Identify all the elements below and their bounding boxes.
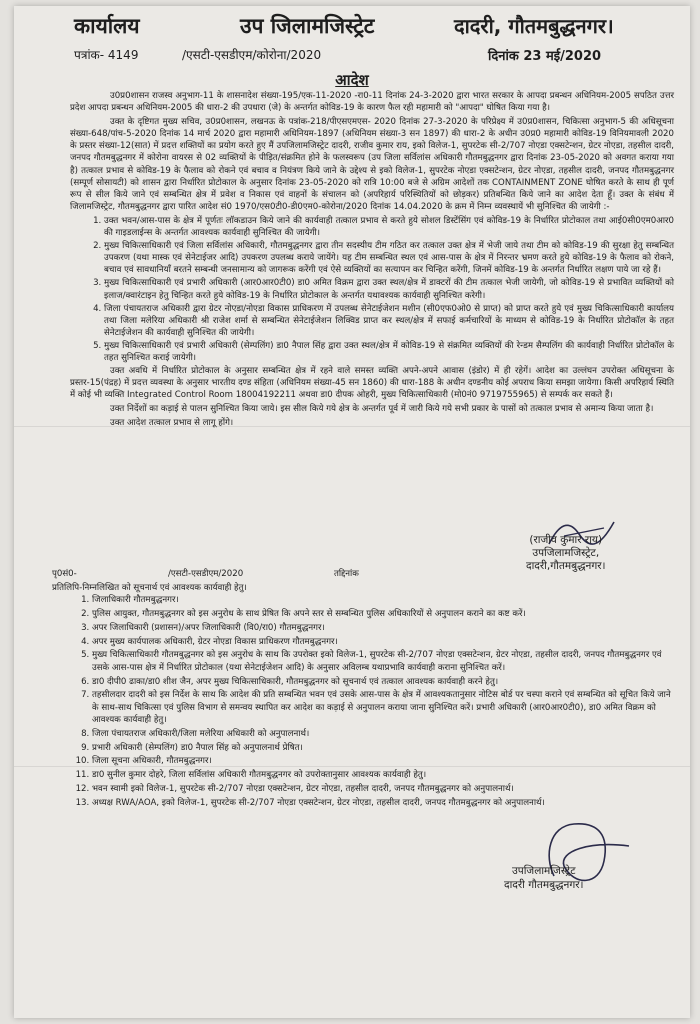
list-item: 10. जिला सूचना अधिकारी, गौतमबुद्धनगर। bbox=[92, 755, 672, 767]
list-item: 3. मुख्य चिकित्साधिकारी एवं प्रभारी अधिकारी (आर0आर0टी0) डा0 अमित विक्रम द्वारा उक्त स्थल/क्षेत्र में डाक्टरों की टीम तत्काल भेजी जायेगी, जो कोविड-19 से प्रभावित व्यक्तियों को इलाज/क्वारंटाइन हेतु चिन्हित करते हुये कोविड-19 के निर्धारित प्रोटोकाल के अन्तर्गत यथावश्यक कार्यवाही सुनिश्चित करेगी। bbox=[104, 277, 674, 301]
letterhead bbox=[14, 6, 690, 68]
copy-date: तद्दिनांक bbox=[334, 569, 359, 579]
list-item: 6. डा0 दीपी0 ढाका/डा0 शीश जैन, अपर मुख्य चिकित्साधिकारी, गौतमबुद्धनगर को सूचनार्थ एवं तत्काल आवश्यक कार्यवाही करने हेतु। bbox=[92, 676, 672, 688]
signatory-designation: उपजिलामजिस्ट्रेट, bbox=[532, 547, 600, 559]
signatory-name: (राजीव कुमार राय) bbox=[529, 534, 603, 546]
sdm-title: उप जिलामजिस्ट्रेट bbox=[240, 14, 375, 38]
order-title: आदेश bbox=[335, 71, 369, 89]
paragraph: उक्त अवधि में निर्धारित प्रोटोकाल के अनुसार सम्बन्धित क्षेत्र में रहने वाले समस्त व्यक्ति अपने-अपने आवास (इंडोर) में ही रहेगें। आदेश का उल्लंघन उपरोक्त अधिसूचना के प्रस्तर-15(पंद्रह) में प्रदत्त व्यवस्था के अनुसार भारतीय दण्ड संहिता (अधिनियम संख्या-45 सन 1860) की धारा-188 के अधीन दण्डनीय कोई अपराध किया समझा जायेगा। किसी अपरिहार्य स्थिति में कोई भी व्यक्ति Integrated Control Room 18004192211 अथवा डा0 दीपक ओहरी, मुख्य चिकित्साधिकारी (मो0नं0 9719755965) से सम्पर्क कर सकते हैं। bbox=[70, 366, 674, 401]
list-item: 11. डा0 सुनील कुमार दोहरे, जिला सर्विलांस अधिकारी गौतमबुद्धनगर को उपरोक्तानुसार आवश्यक कार्यवाही हेतु। bbox=[92, 769, 672, 781]
copy-section bbox=[52, 568, 672, 811]
copy-intro: प्रतिलिपि-निम्नलिखित को सूचनार्थ एवं आवश्यक कार्यवाही हेतु। bbox=[52, 583, 247, 593]
place-title: दादरी, गौतमबुद्धनगर। bbox=[454, 14, 614, 38]
list-item: 1. उक्त भवन/आस-पास के क्षेत्र में पूर्णतः लॉकडाउन किये जाने की कार्यवाही तत्काल प्रभाव से करते हुये सोशल डिस्टेंसिंग एवं कोविड-19 के निर्धारित प्रोटोकाल तथा आई0सी0एम0आर0 की गाइडलाईन्स के अन्तर्गत आवश्यक कार्यवाही सुनिश्चित की जायेगी। bbox=[104, 215, 674, 239]
signatory-place: दादरी,गौतमबुद्धनगर। bbox=[526, 560, 606, 572]
list-item: 1. जिलाधिकारी गौतमबुद्धनगर। bbox=[92, 594, 672, 606]
list-item: 4. जिला पंचायतराज अधिकारी द्वारा ग्रेटर नोएडा/नोएडा विकास प्राधिकरण में उपलब्ध सेनेटाईजेशन मशीन (सी0एफ0ओ0 से प्राप्त) को प्राप्त करते हुये एवं मुख्य चिकित्साधिकारी कार्यालय तथा जिला मलेरिया अधिकारी श्री राजेश शर्मा से सम्बन्धित सेनेटाईजेशन लिक्विड प्राप्त कर स्थल/क्षेत्र में सफाई कर्मचारियों के माध्यम से कोविड-19 के निर्धारित प्रोटोकॉल के तहत सेनेटाईजेशन की कार्यवाही सुनिश्चित की जायेगी। bbox=[104, 303, 674, 339]
paragraph: उक्त के दृष्टिगत मुख्य सचिव, उ0प्र0शासन, लखनऊ के पत्रांक-218/पीएसएमएस- 2020 दिनांक 27-3-2020 के परिप्रेक्ष्य में उ0प्र0शासन, चिकित्सा अनुभाग-5 की अधिसूचना संख्या-648/पांच-5-2020 दिनांक 14 मार्च 2020 द्वारा महामारी अधिनियम-1897 (अधिनियम संख्या-3 सन 1897) की धारा-2 के अधीन उ0प्र0 महामारी कोविड-19 विनियमावली 2020 के प्रस्तर संख्या-12(सात) में प्रदत्त शक्तियों का प्रयोग करते हुए मैं उपजिलामजिस्ट्रेट दादरी, राजीव कुमार राय, इको विलेज-1, सुपरटेक सी-2/707 नोएडा एक्सटेन्शन, ग्रेटर नोएडा, तहसील दादरी, जनपद गौतमबुद्धनगर में कोरोना वायरस से 02 व्यक्तियों के पीड़ित/संक्रमित होने के फलस्वरूप (उप जिला सर्विलांस अधिकारी गौतमबुद्धनगर द्वारा दिनांक 23-05-2020 को अवगत कराया गया है) तत्काल प्रभाव से कोविड-19 के फैलाव को रोकने एवं बचाव व नियंत्रण किये जाने के उद्देश्य से इको विलेज-1, सुपरटेक नोएडा एक्सटेन्शन, ग्रेटर नोएडा, तहसील दादरी, जनपद गौतमबुद्धनगर (सम्पूर्ण सोसायटी) को शासन द्वारा निर्धारित प्रोटोकाल के अनुसार दिनांक 23-05-2020 को रात्रि 10:00 बजे से अग्रिम आदेशों तक CONTAINMENT ZONE घोषित करते के साथ ही पूर्ण रूप से सील किये जाने एवं सम्बन्धित क्षेत्र में प्रवेश व निकास एवं वाहनों के संचालन को (अपरिहार्य परिस्थितियों को छोड़कर) प्रतिबन्धित किये जाने का आदेश देता हूँ। उक्त के संबंध में जिलामजिस्ट्रेट, गौतमबुद्धनगर द्वारा पारित आदेश सं0 1970/एस0टी0-डी0एम0-कोरोना/2020 दिनांक 14.04.2020 के क्रम में निम्न व्यवस्थायें भी सुनिश्चित की जायेगी :- bbox=[70, 117, 674, 212]
directions-list bbox=[70, 215, 674, 364]
signatory-place: दादरी गौतमबुद्धनगर। bbox=[504, 879, 584, 891]
document-page bbox=[14, 6, 690, 1018]
list-item: 7. तहसीलदार दादरी को इस निर्देश के साथ कि आदेश की प्रति सम्बन्धित भवन एवं उसके आस-पास के क्षेत्र में आवश्यकतानुसार नोटिस बोर्ड पर चस्पा कराने एवं सम्बन्धित को सूचित किये जाने के साथ-साथ चिकित्सा एवं पुलिस विभाग से समन्वय स्थापित कर आदेश का कड़ाई से अनुपालन कराया जाना सुनिश्चित करें। प्रभारी अधिकारी (आर0आर0टी0), डा0 अमित विक्रम को आवश्यक कार्यवाही हेतु। bbox=[92, 689, 672, 726]
list-item: 2. मुख्य चिकित्साधिकारी एवं जिला सर्विलांस अधिकारी, गौतमबुद्धनगर द्वारा तीन सदस्यीय टीम गठित कर तत्काल उक्त क्षेत्र में भेजी जाये तथा टीम को कोविड-19 की सुरक्षा हेतु सम्बन्धित उपकरण (यथा मास्क एवं सेनेटाईजर आदि) उपकरण उपलब्ध कराये जायेंगे। यह टीम सम्बन्धित स्थल एवं आस-पास के क्षेत्र में निरन्तर भ्रमण करते हुये कोविड-19 के फैलाव को रोकने, बचाव एवं सावधानियाँ बरतने सम्बन्धी जनसामान्य को जागरूक करेंगी एवं ऐसे व्यक्तियों का सत्यापन कर चिन्हित करेंगी, जिनमें कोविड-19 के अन्तर्गत निर्धारित लक्षण पाये जा रहे हैं। bbox=[104, 240, 674, 276]
list-item: 9. प्रभारी अधिकारी (सेम्पलिंग) डा0 नैपाल सिंह को अनुपालनार्थ प्रेषित। bbox=[92, 742, 672, 754]
order-body bbox=[70, 90, 674, 432]
list-item: 2. पुलिस आयुक्त, गौतमबुद्धनगर को इस अनुरोध के साथ प्रेषित कि अपने स्तर से सम्बन्धित पुलिस अधिकारियों से अनुपालन कराने का कष्ट करें। bbox=[92, 608, 672, 620]
list-item: 12. भवन स्वामी इको विलेज-1, सुपरटेक सी-2/707 नोएडा एक्सटेन्शन, ग्रेटर नोएडा, तहसील दादरी, जनपद गौतमबुद्धनगर को अनुपालनार्थ। bbox=[92, 783, 672, 795]
list-item: 5. मुख्य चिकित्साधिकारी गौतमबुद्धनगर को इस अनुरोध के साथ कि उपरोक्त इको विलेज-1, सुपरटेक सी-2/707 नोएडा एक्सटेन्शन, ग्रेटर नोएडा, तहसील दादरी, जनपद गौतमबुद्धनगर एवं उसके आस-पास क्षेत्र में निर्धारित प्रोटोकाल (यथा सेनेटाईजेशन आदि) के अनुसार अविलम्ब यथाप्रभावि कार्यवाही कराना सुनिश्चित करें। bbox=[92, 649, 672, 674]
paragraph: उक्त निर्देशों का कड़ाई से पालन सुनिश्चित किया जाये। इस सील किये गये क्षेत्र के अन्तर्गत पूर्व में जारी किये गये सभी प्रकार के पासों को तत्काल प्रभाव से अमान्य किया जाता है। bbox=[110, 404, 654, 415]
copy-ref: पृ0सं0- bbox=[52, 569, 77, 579]
list-item: 4. अपर मुख्य कार्यपालक अधिकारी, ग्रेटर नोएडा विकास प्राधिकरण गौतमबुद्धनगर। bbox=[92, 636, 672, 648]
list-item: 13. अध्यक्ष RWA/AOA, इको विलेज-1, सुपरटेक सी-2/707 नोएडा एक्सटेन्शन, ग्रेटर नोएडा, तहसील दादरी, जनपद गौतमबुद्धनगर को अनुपालनार्थ। bbox=[92, 797, 672, 809]
office-label: कार्यालय bbox=[74, 14, 140, 38]
list-item: 5. मुख्य चिकित्साधिकारी एवं प्रभारी अधिकारी (सेम्पलिंग) डा0 नैपाल सिंह द्वारा उक्त स्थल/क्षेत्र में कोविड-19 से संक्रमित व्यक्तियों की रेन्डम सैम्पलिंग की कार्यवाही निर्धारित प्रोटोकॉल के तहत सुनिश्चित कराई जायेगी। bbox=[104, 340, 674, 364]
signatory-designation: उपजिलामजिस्ट्रेट bbox=[511, 865, 576, 877]
list-item: 8. जिला पंचायतराज अधिकारी/जिला मलेरिया अधिकारी को अनुपालनार्थ। bbox=[92, 728, 672, 740]
paragraph: उक्त आदेश तत्काल प्रभाव से लागू होंगे। bbox=[110, 418, 234, 429]
paragraph: उ0प्र0शासन राजस्व अनुभाग-11 के शासनादेश संख्या-195/एक-11-2020 -रा0-11 दिनांक 24-3-2020 द्वारा भारत सरकार के आपदा प्रबन्धन अधिनियम-2005 सपठित उत्तर प्रदेश आपदा प्रबन्धन अधिनियम-2005 की धारा-2 की उपधारा (जे) के अन्तर्गत कोविड-19 के कारण फैल रही महामारी को "आपदा" घोषित किया गया है। bbox=[70, 91, 674, 114]
reference-number: /एसटी-एसडीएम/कोरोना/2020 bbox=[182, 48, 322, 62]
copy-ref-number: /एसटी-एसडीएम/2020 bbox=[168, 569, 244, 579]
copy-list bbox=[52, 594, 672, 809]
list-item: 3. अपर जिलाधिकारी (प्रशासन)/अपर जिलाधिकारी (वि0/रा0) गौतमबुद्धनगर। bbox=[92, 622, 672, 634]
signature-block bbox=[504, 864, 584, 892]
reference-label: पत्रांक- 4149 bbox=[74, 48, 139, 62]
order-date: दिनांक 23 मई/2020 bbox=[488, 49, 602, 64]
